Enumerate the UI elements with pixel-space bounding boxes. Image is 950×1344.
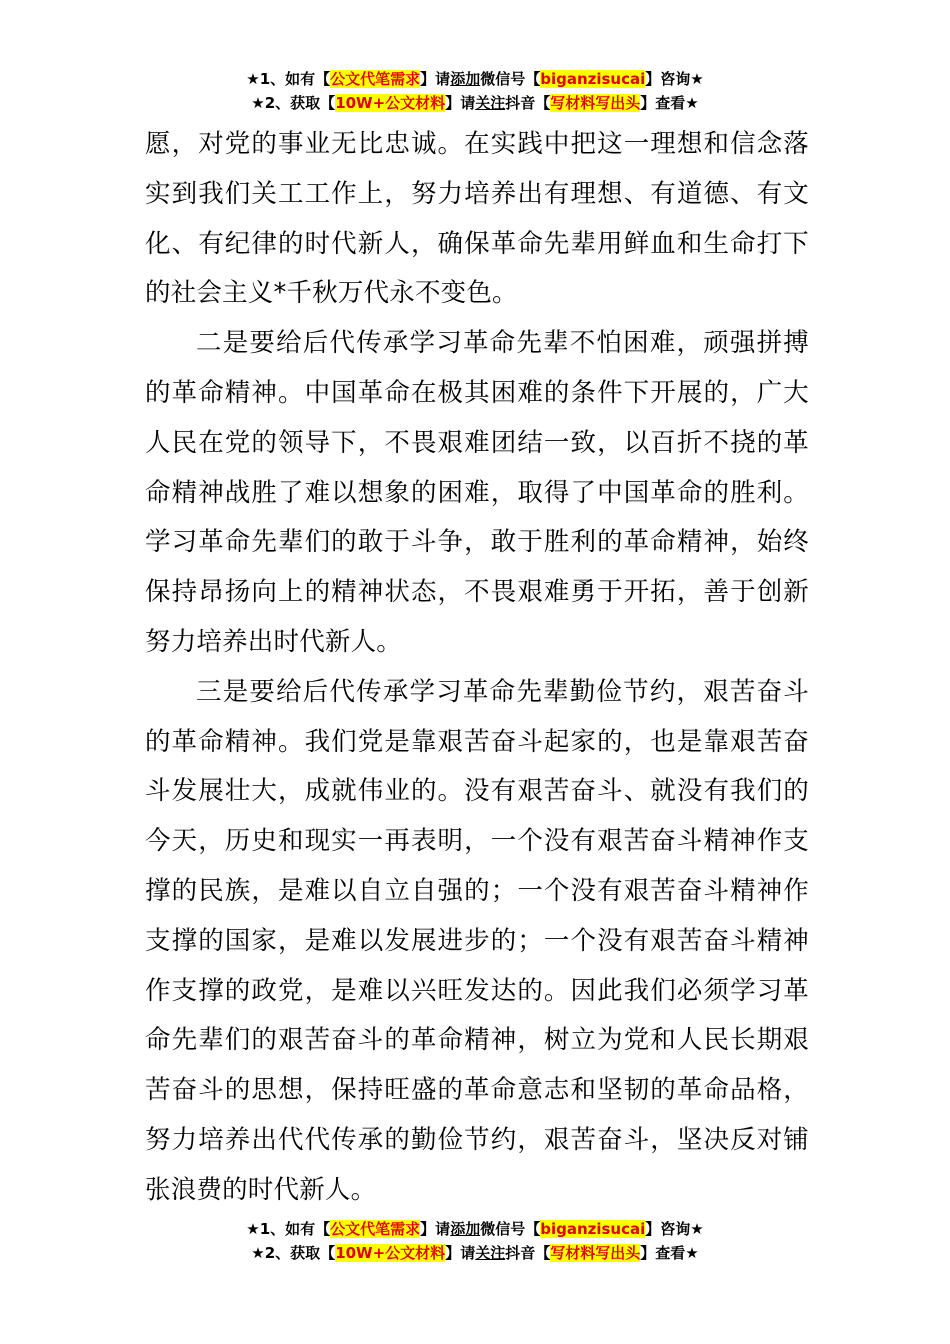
highlight-text: 10W+公文材料 (335, 94, 446, 112)
text-line: 的革命精神。中国革命在极其困难的条件下开展的，广大 (145, 377, 809, 408)
text-line: 学习革命先辈们的敢于斗争，敢于胜利的革命精神，始终 (145, 527, 809, 558)
underlined-text: 添加 (450, 70, 481, 88)
underlined-text: 关注 (475, 1244, 506, 1262)
banner-line-2 (0, 1242, 950, 1266)
banner-text: 】咨询★ (645, 70, 704, 88)
text-line: 张浪费的时代新人。 (145, 1174, 377, 1205)
paragraph-2 (145, 319, 809, 668)
wechat-id-highlight: biganzisucai (540, 70, 646, 88)
text-line: 撑的民族，是难以自立自强的；一个没有艰苦奋斗精神作 (145, 875, 809, 906)
footer-banner (0, 1218, 950, 1266)
text-line: 保持昂扬向上的精神状态，不畏艰难勇于开拓，善于创新 (145, 577, 809, 608)
banner-text: 】请 (420, 70, 451, 88)
douyin-id-highlight: 写材料写出头 (550, 94, 641, 112)
text-line: 作支撑的政党，是难以兴旺发达的。因此我们必须学习革 (145, 975, 809, 1006)
banner-text: 抖音【 (505, 94, 551, 112)
text-line: 的革命精神。我们党是靠艰苦奋斗起家的，也是靠艰苦奋 (145, 726, 809, 757)
highlight-text: 公文代笔需求 (330, 1220, 421, 1238)
text-line: 人民在党的领导下，不畏艰难团结一致，以百折不挠的革 (145, 427, 809, 458)
underlined-text: 关注 (475, 94, 506, 112)
text-line: 二是要给后代传承学习革命先辈不怕困难，顽强拼搏 (196, 328, 809, 359)
text-line: 努力培养出时代新人。 (145, 626, 403, 657)
text-line: 愿，对党的事业无比忠诚。在实践中把这一理想和信念落 (145, 129, 809, 159)
banner-text: 微信号【 (480, 70, 541, 88)
banner-text: 】查看★ (640, 94, 699, 112)
banner-line-1 (0, 68, 950, 92)
highlight-text: 10W+公文材料 (335, 1244, 446, 1262)
text-line: 命精神战胜了难以想象的困难，取得了中国革命的胜利。 (145, 477, 809, 508)
text-line: 努力培养出代代传承的勤俭节约，艰苦奋斗，坚决反对铺 (145, 1124, 809, 1155)
banner-text: 】查看★ (640, 1244, 699, 1262)
text-line: 化、有纪律的时代新人，确保革命先辈用鲜血和生命打下 (145, 228, 809, 259)
text-line: 三是要给后代传承学习革命先辈勤俭节约，艰苦奋斗 (196, 676, 809, 707)
text-line: 斗发展壮大，成就伟业的。没有艰苦奋斗、就没有我们的 (145, 776, 809, 807)
paragraph-1 (145, 120, 809, 319)
banner-line-1 (0, 1218, 950, 1242)
banner-text: 微信号【 (480, 1220, 541, 1238)
banner-text: 抖音【 (505, 1244, 551, 1262)
wechat-id-highlight: biganzisucai (540, 1220, 646, 1238)
underlined-text: 添加 (450, 1220, 481, 1238)
text-line: 命先辈们的艰苦奋斗的革命精神，树立为党和人民长期艰 (145, 1025, 809, 1056)
banner-text: 】请 (445, 1244, 476, 1262)
banner-text: ★1、如有【 (246, 70, 331, 88)
banner-text: 】请 (420, 1220, 451, 1238)
douyin-id-highlight: 写材料写出头 (550, 1244, 641, 1262)
text-line: 实到我们关工工作上，努力培养出有理想、有道德、有文 (145, 178, 809, 209)
text-line: 支撑的国家，是难以发展进步的；一个没有艰苦奋斗精神 (145, 925, 809, 956)
highlight-text: 公文代笔需求 (330, 70, 421, 88)
banner-text: ★2、获取【 (251, 94, 336, 112)
banner-text: ★1、如有【 (246, 1220, 331, 1238)
text-line: 今天，历史和现实一再表明，一个没有艰苦奋斗精神作支 (145, 826, 809, 857)
document-body (145, 120, 809, 1216)
banner-text: 】咨询★ (645, 1220, 704, 1238)
header-banner (0, 68, 950, 116)
text-line: 苦奋斗的思想，保持旺盛的革命意志和坚韧的革命品格， (145, 1075, 809, 1106)
banner-text: ★2、获取【 (251, 1244, 336, 1262)
text-line: 的社会主义*千秋万代永不变色。 (145, 278, 518, 309)
banner-line-2 (0, 92, 950, 116)
paragraph-3 (145, 668, 809, 1216)
banner-text: 】请 (445, 94, 476, 112)
